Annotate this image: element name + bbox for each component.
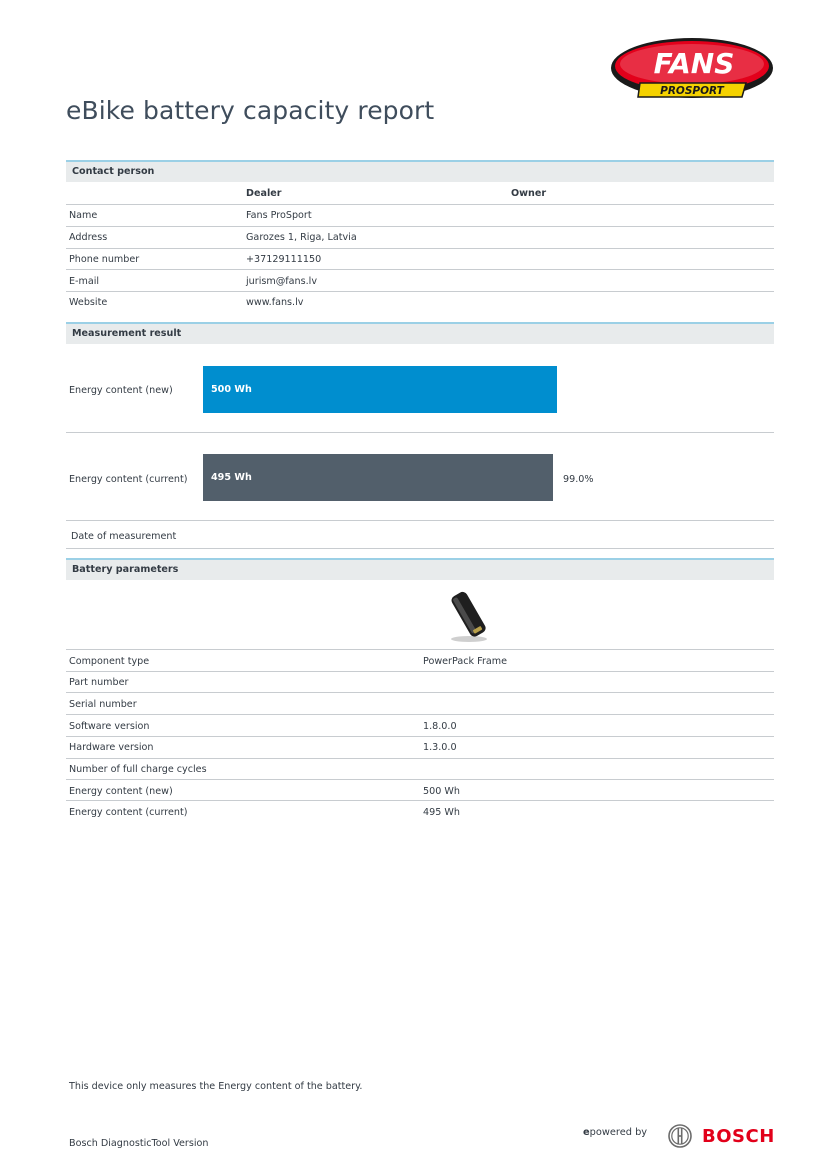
contact-label: Website	[69, 297, 108, 308]
contact-column-headers	[66, 182, 774, 205]
dealer-column-header: Dealer	[246, 188, 282, 199]
powered-by-text	[583, 1127, 647, 1138]
contact-section-title: Contact person	[72, 166, 155, 177]
divider	[66, 520, 774, 521]
dealer-value: www.fans.lv	[246, 297, 304, 308]
energy-current-percent: 99.0%	[563, 474, 594, 485]
logo-text-fans: FANS	[653, 47, 735, 80]
energy-current-bar-value: 495 Wh	[211, 472, 252, 483]
measurement-section-title: Measurement result	[72, 328, 182, 339]
bosch-wordmark: BOSCH	[702, 1126, 775, 1147]
tool-version-text: Bosch DiagnosticTool Version	[69, 1138, 209, 1149]
dealer-value: jurism@fans.lv	[246, 276, 318, 287]
battery-pack-image	[446, 588, 492, 644]
param-value: 500 Wh	[423, 786, 460, 797]
param-row	[66, 715, 774, 737]
divider	[66, 432, 774, 433]
contact-section-header	[66, 160, 774, 182]
param-row	[66, 780, 774, 801]
param-label: Energy content (current)	[69, 807, 188, 818]
dealer-value: Fans ProSport	[246, 210, 312, 221]
param-value: PowerPack Frame	[423, 656, 508, 667]
param-row	[66, 672, 774, 693]
contact-row-email	[66, 270, 774, 292]
date-of-measurement-label: Date of measurement	[71, 531, 177, 542]
contact-label: Address	[69, 232, 108, 243]
param-label: Number of full charge cycles	[69, 764, 207, 775]
contact-label: Phone number	[69, 254, 140, 265]
energy-new-bar	[203, 366, 557, 413]
param-label: Hardware version	[69, 742, 154, 753]
fans-prosport-logo	[610, 37, 775, 101]
param-label: Part number	[69, 677, 129, 688]
param-row	[66, 801, 774, 823]
param-label: Serial number	[69, 699, 137, 710]
powered-by-label: powered by	[589, 1127, 648, 1138]
contact-label: Name	[69, 210, 98, 221]
contact-row-address	[66, 227, 774, 249]
powered-by-prefix: e	[583, 1127, 590, 1138]
dealer-value: +37129111150	[246, 254, 322, 265]
measurement-section-header	[66, 322, 774, 344]
page-title: eBike battery capacity report	[66, 96, 435, 125]
battery-section-header	[66, 558, 774, 580]
param-row	[66, 650, 774, 672]
contact-row-website	[66, 292, 774, 314]
param-row	[66, 759, 774, 780]
contact-row-phone	[66, 249, 774, 270]
param-row	[66, 693, 774, 715]
param-label: Software version	[69, 721, 150, 732]
param-value: 1.8.0.0	[423, 721, 457, 732]
param-label: Energy content (new)	[69, 786, 173, 797]
owner-column-header: Owner	[511, 188, 547, 199]
bosch-armature-icon	[668, 1124, 692, 1148]
contact-label: E-mail	[69, 276, 100, 287]
energy-current-label: Energy content (current)	[69, 474, 188, 485]
param-value: 1.3.0.0	[423, 742, 457, 753]
energy-new-label: Energy content (new)	[69, 385, 173, 396]
dealer-value: Garozes 1, Riga, Latvia	[246, 232, 357, 243]
energy-new-bar-value: 500 Wh	[211, 384, 252, 395]
disclaimer-text: This device only measures the Energy content of the battery.	[69, 1081, 363, 1092]
param-value: 495 Wh	[423, 807, 460, 818]
battery-section-title: Battery parameters	[72, 564, 179, 575]
energy-current-bar	[203, 454, 553, 501]
logo-text-prosport: PROSPORT	[660, 85, 724, 97]
contact-row-name	[66, 205, 774, 227]
param-label: Component type	[69, 656, 150, 667]
divider	[66, 548, 774, 549]
param-row	[66, 737, 774, 759]
